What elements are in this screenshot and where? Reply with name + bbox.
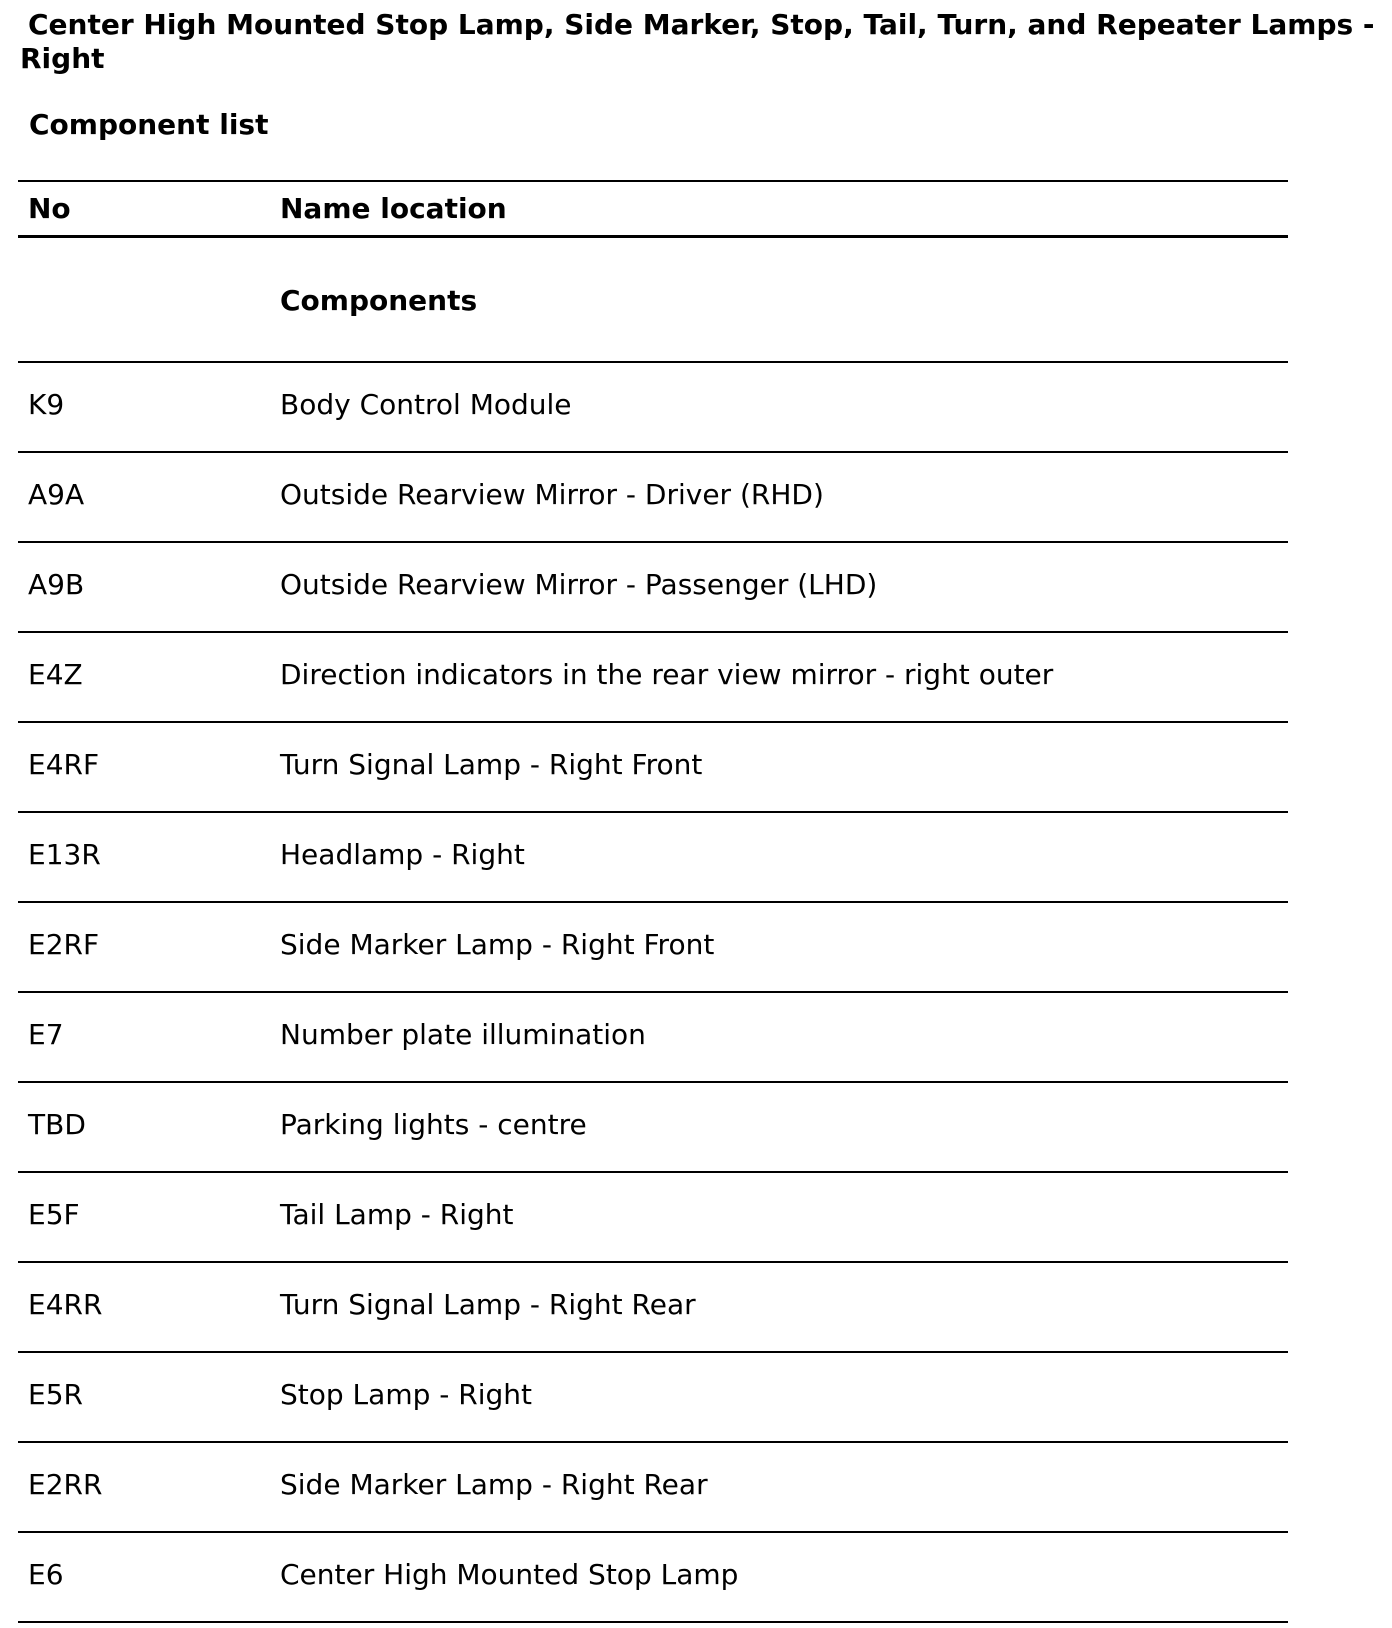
table-header	[18, 181, 1288, 236]
component-number: E5R	[28, 1378, 83, 1411]
component-number: E2RF	[28, 928, 100, 961]
component-name: Outside Rearview Mirror - Driver (RHD)	[280, 478, 824, 511]
component-number: E7	[28, 1018, 64, 1051]
table-row	[18, 902, 1288, 992]
group-no-cell	[18, 236, 270, 362]
table-row	[18, 1442, 1288, 1532]
component-name: Number plate illumination	[280, 1018, 646, 1051]
component-name: Direction indicators in the rear view mirror - right outer	[280, 658, 1054, 691]
table-row	[18, 1172, 1288, 1262]
column-header-name-location: Name location	[280, 192, 507, 225]
component-number: E13R	[28, 838, 101, 871]
component-number: K9	[28, 388, 65, 421]
component-name: Turn Signal Lamp - Right Front	[280, 748, 703, 781]
table-row	[18, 722, 1288, 812]
component-number: E4Z	[28, 658, 83, 691]
table-body	[18, 236, 1288, 1622]
table-row	[18, 1532, 1288, 1622]
component-number: E4RR	[28, 1288, 103, 1321]
table-row	[18, 452, 1288, 542]
component-name: Outside Rearview Mirror - Passenger (LHD)	[280, 568, 878, 601]
component-number: E2RR	[28, 1468, 103, 1501]
component-number: E4RF	[28, 748, 100, 781]
column-header-no: No	[28, 192, 71, 225]
table-row	[18, 992, 1288, 1082]
component-name: Side Marker Lamp - Right Rear	[280, 1468, 708, 1501]
component-name: Stop Lamp - Right	[280, 1378, 532, 1411]
group-label: Components	[280, 283, 478, 317]
table-row	[18, 812, 1288, 902]
component-name: Headlamp - Right	[280, 838, 525, 871]
component-name: Parking lights - centre	[280, 1108, 587, 1141]
component-number: A9B	[28, 568, 85, 601]
table-row	[18, 632, 1288, 722]
component-number: TBD	[28, 1108, 86, 1141]
table-row	[18, 1082, 1288, 1172]
document-title: Center High Mounted Stop Lamp, Side Marker, Stop, Tail, Turn, and Repeater Lamps - Right	[20, 8, 1375, 75]
component-table-container	[18, 180, 1288, 1623]
component-name: Side Marker Lamp - Right Front	[280, 928, 715, 961]
component-name: Turn Signal Lamp - Right Rear	[280, 1288, 696, 1321]
component-number: A9A	[28, 478, 85, 511]
table-row	[18, 1262, 1288, 1352]
component-number: E5F	[28, 1198, 80, 1231]
component-name: Center High Mounted Stop Lamp	[280, 1558, 739, 1591]
table-group-row	[18, 236, 1288, 362]
table-header-row	[18, 181, 1288, 236]
table-row	[18, 1352, 1288, 1442]
component-table	[18, 180, 1288, 1623]
component-number: E6	[28, 1558, 64, 1591]
section-heading: Component list	[29, 108, 269, 141]
table-row	[18, 362, 1288, 452]
component-name: Tail Lamp - Right	[280, 1198, 514, 1231]
component-name: Body Control Module	[280, 388, 572, 421]
table-row	[18, 542, 1288, 632]
